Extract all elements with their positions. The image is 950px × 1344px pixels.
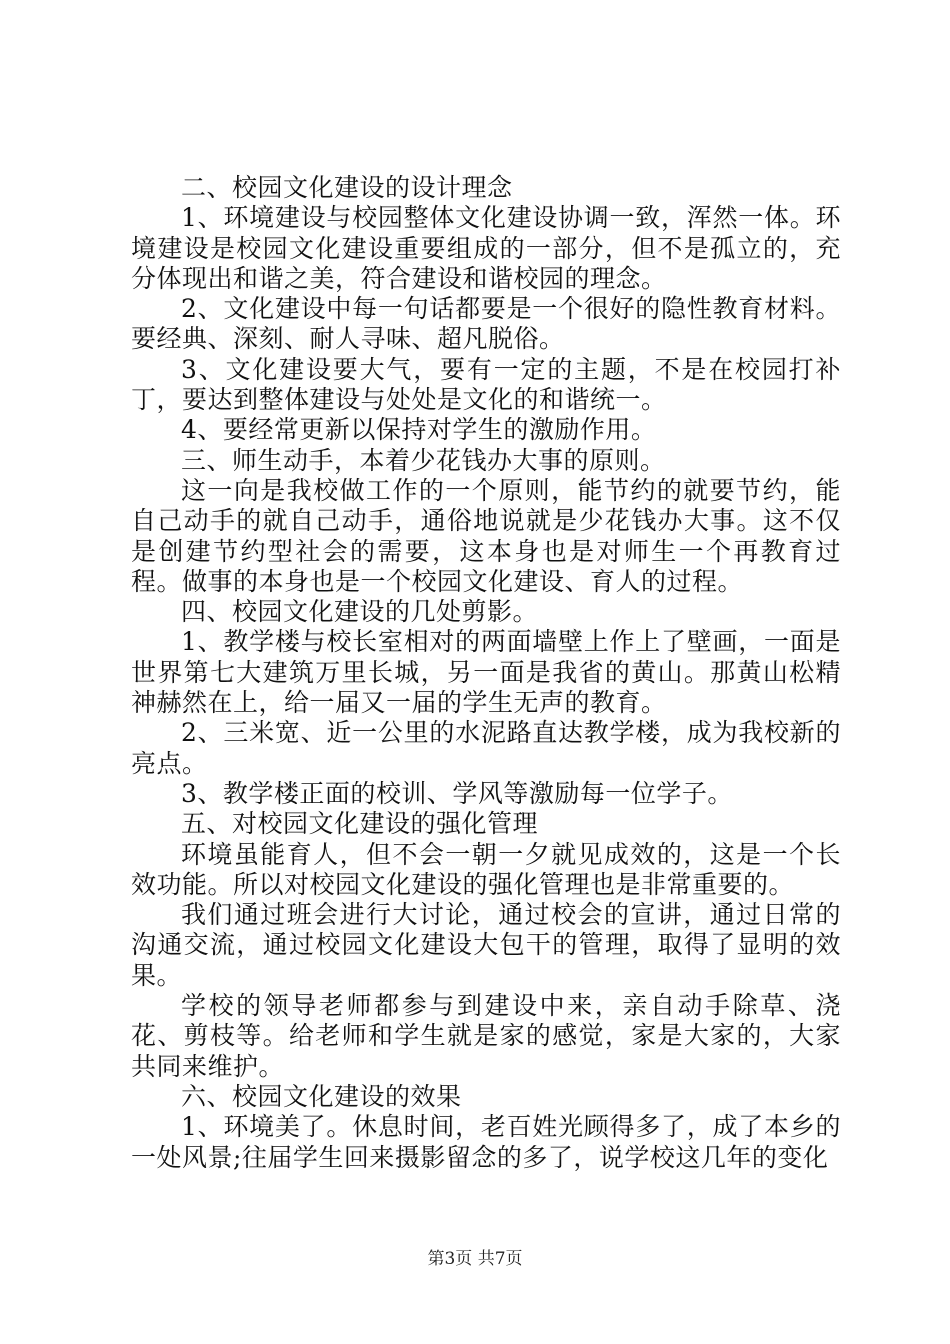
section-heading-2: 二、校园文化建设的设计理念 — [181, 173, 513, 202]
section-heading-3: 三、师生动手，本着少花钱办大事的原则。 — [181, 445, 666, 475]
paragraph: 1、环境美了。休息时间，老百姓光顾得多了，成了本乡的一处风景;往届学生回来摄影留念的多了，说学校这几年的变化 — [131, 1112, 841, 1172]
document-body — [131, 173, 841, 1173]
paragraph: 3、教学楼正面的校训、学风等激励每一位学子。 — [181, 778, 733, 808]
paragraph: 学校的领导老师都参与到建设中来，亲自动手除草、浇花、剪枝等。给老师和学生就是家的感觉，家是大家的，大家共同来维护。 — [131, 991, 841, 1081]
paragraph: 1、环境建设与校园整体文化建设协调一致，浑然一体。环境建设是校园文化建设重要组成的一部分，但不是孤立的，充分体现出和谐之美，符合建设和谐校园的理念。 — [131, 203, 841, 293]
paragraph: 3、文化建设要大气，要有一定的主题，不是在校园打补丁，要达到整体建设与处处是文化的和谐统一。 — [131, 354, 841, 415]
paragraph: 我们通过班会进行大讨论，通过校会的宣讲，通过日常的沟通交流，通过校园文化建设大包干的管理，取得了显明的效果。 — [131, 900, 841, 990]
paragraph: 环境虽能育人，但不会一朝一夕就见成效的，这是一个长效功能。所以对校园文化建设的强化管理也是非常重要的。 — [131, 839, 841, 899]
section-heading-4: 四、校园文化建设的几处剪影。 — [181, 597, 539, 627]
paragraph: 这一向是我校做工作的一个原则，能节约的就要节约，能自己动手的就自己动手，通俗地说就是少花钱办大事。这不仅是创建节约型社会的需要，这本身也是对师生一个再教育过程。做事的本身也是一个校园文化建设、育人的过程。 — [131, 475, 841, 596]
page-number-footer: 第3页 共7页 — [427, 1249, 523, 1269]
paragraph: 2、三米宽、近一公里的水泥路直达教学楼，成为我校新的亮点。 — [131, 718, 841, 778]
section-heading-6: 六、校园文化建设的效果 — [181, 1081, 462, 1111]
paragraph: 4、要经常更新以保持对学生的激励作用。 — [181, 415, 657, 445]
paragraph: 1、教学楼与校长室相对的两面墙壁上作上了壁画，一面是世界第七大建筑万里长城，另一面是我省的黄山。那黄山松精神赫然在上，给一届又一届的学生无声的教育。 — [131, 627, 841, 718]
paragraph: 2、文化建设中每一句话都要是一个很好的隐性教育材料。要经典、深刻、耐人寻味、超凡脱俗。 — [131, 294, 841, 354]
section-heading-5: 五、对校园文化建设的强化管理 — [181, 809, 539, 839]
